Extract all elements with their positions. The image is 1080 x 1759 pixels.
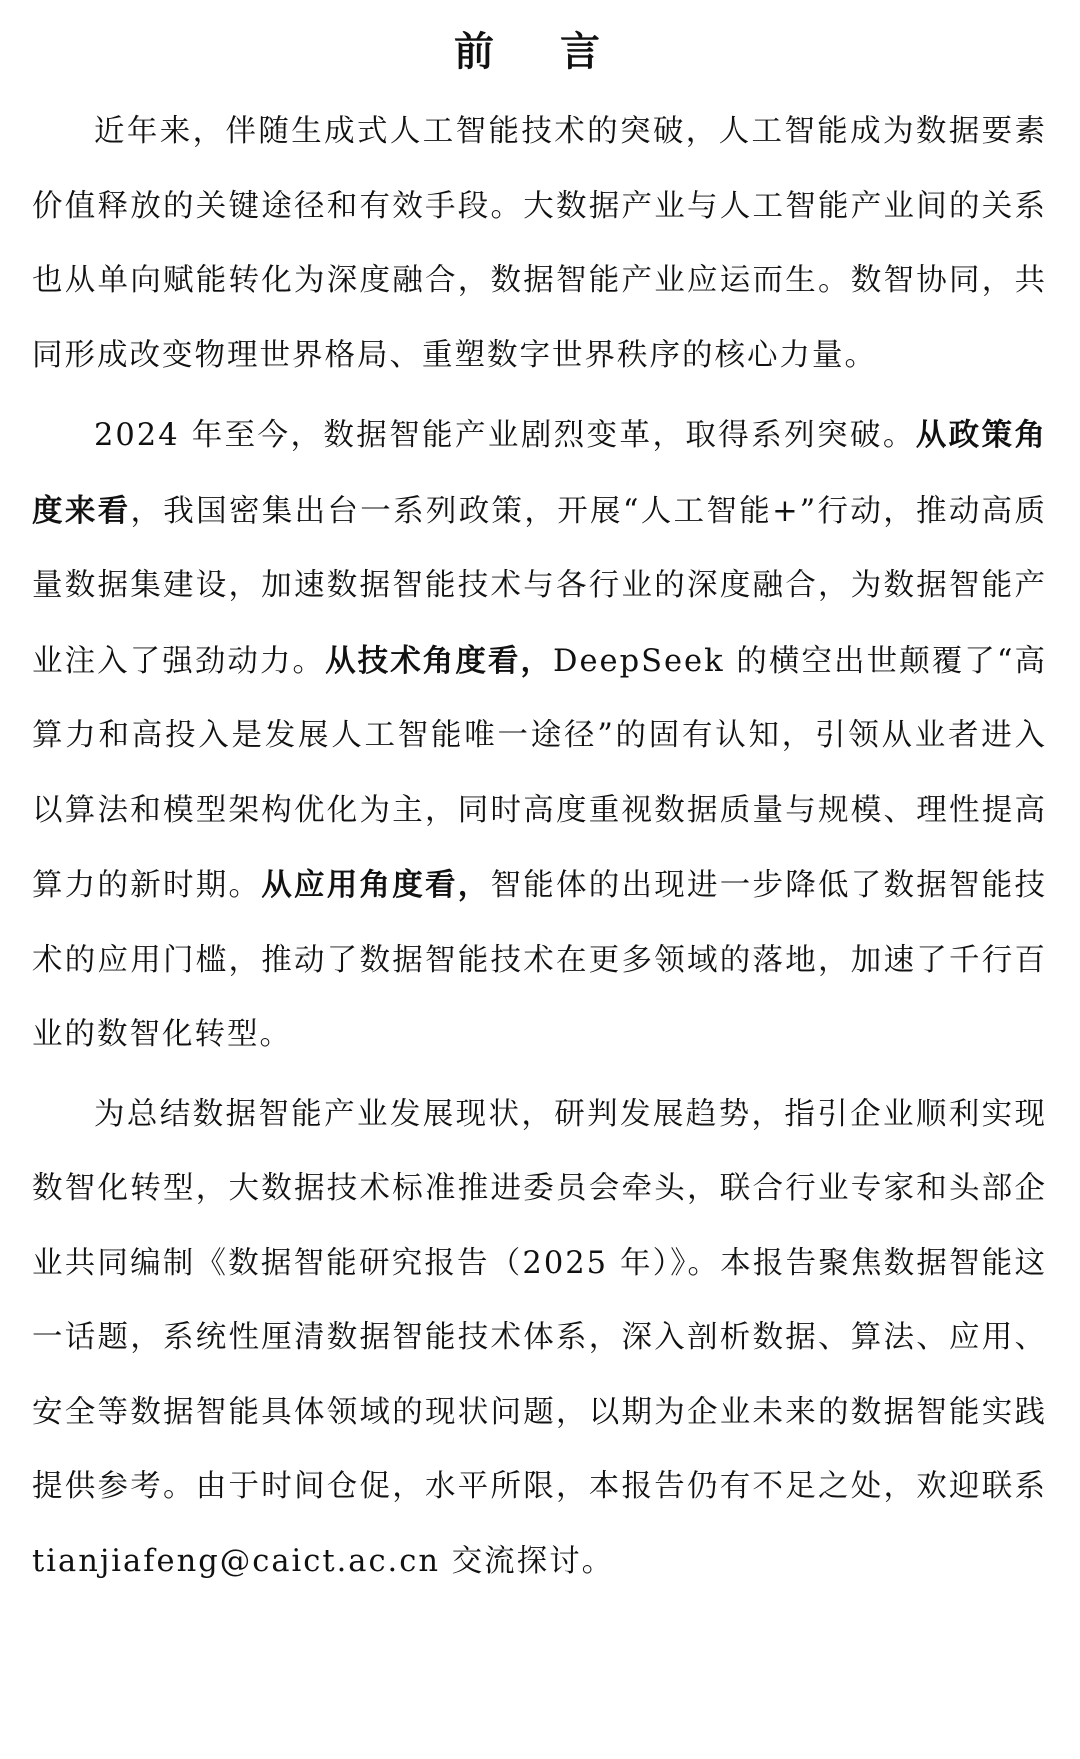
policy-perspective-text: ，我国密集出台一系列政策，开展“人工智能+”行动，推动高质量数据集建设，加速数据智能技术与各行业的深度融合，为数据智能产业注入了强劲动力。 — [32, 493, 1047, 679]
paragraph-3 — [32, 1078, 1047, 1600]
paragraph-3-text: 为总结数据智能产业发展现状，研判发展趋势，指引企业顺利实现数智化转型，大数据技术标准推进委员会牵头，联合行业专家和头部企业共同编制《数据智能研究报告（2025 年）》。本报告聚焦数据智能这一话题，系统性厘清数据智能技术体系，深入剖析数据、算法、应用、安全等数据智能具体领域的现状问题，以期为企业未来的数据智能实践提供参考。由于时间仓促，水平所限，本报告仍有不足之处，欢迎联系 tianjiafeng@caict.ac.cn 交流探讨。 — [32, 1096, 1047, 1579]
paragraph-2 — [32, 398, 1047, 1073]
application-perspective-heading: 从应用角度看， — [261, 867, 491, 903]
application-perspective-text: 智能体的出现进一步降低了数据智能技术的应用门槛，推动了数据智能技术在更多领域的落地，加速了千行百业的数智化转型。 — [32, 868, 1047, 1052]
paragraph-2-intro: 2024 年至今，数据智能产业剧烈变革，取得系列突破。 — [94, 418, 916, 453]
technology-perspective-heading: 从技术角度看， — [325, 642, 554, 679]
paragraph-1-text: 近年来，伴随生成式人工智能技术的突破，人工智能成为数据要素价值释放的关键途径和有效手段。大数据产业与人工智能产业间的关系也从单向赋能转化为深度融合，数据智能产业应运而生。数智协同，共同形成改变物理世界格局、重塑数字世界秩序的核心力量。 — [32, 114, 1047, 373]
page-title: 前 言 — [454, 28, 626, 75]
technology-perspective-text: DeepSeek 的横空出世颠覆了“高算力和高投入是发展人工智能唯一途径”的固有认知，引领从业者进入以算法和模型架构优化为主，同时高度重视数据质量与规模、理性提高算力的新时期。 — [32, 643, 1048, 903]
paragraph-1 — [32, 95, 1047, 393]
document-body — [32, 95, 1047, 1604]
policy-perspective-heading: 从政策角度来看 — [32, 417, 1047, 529]
